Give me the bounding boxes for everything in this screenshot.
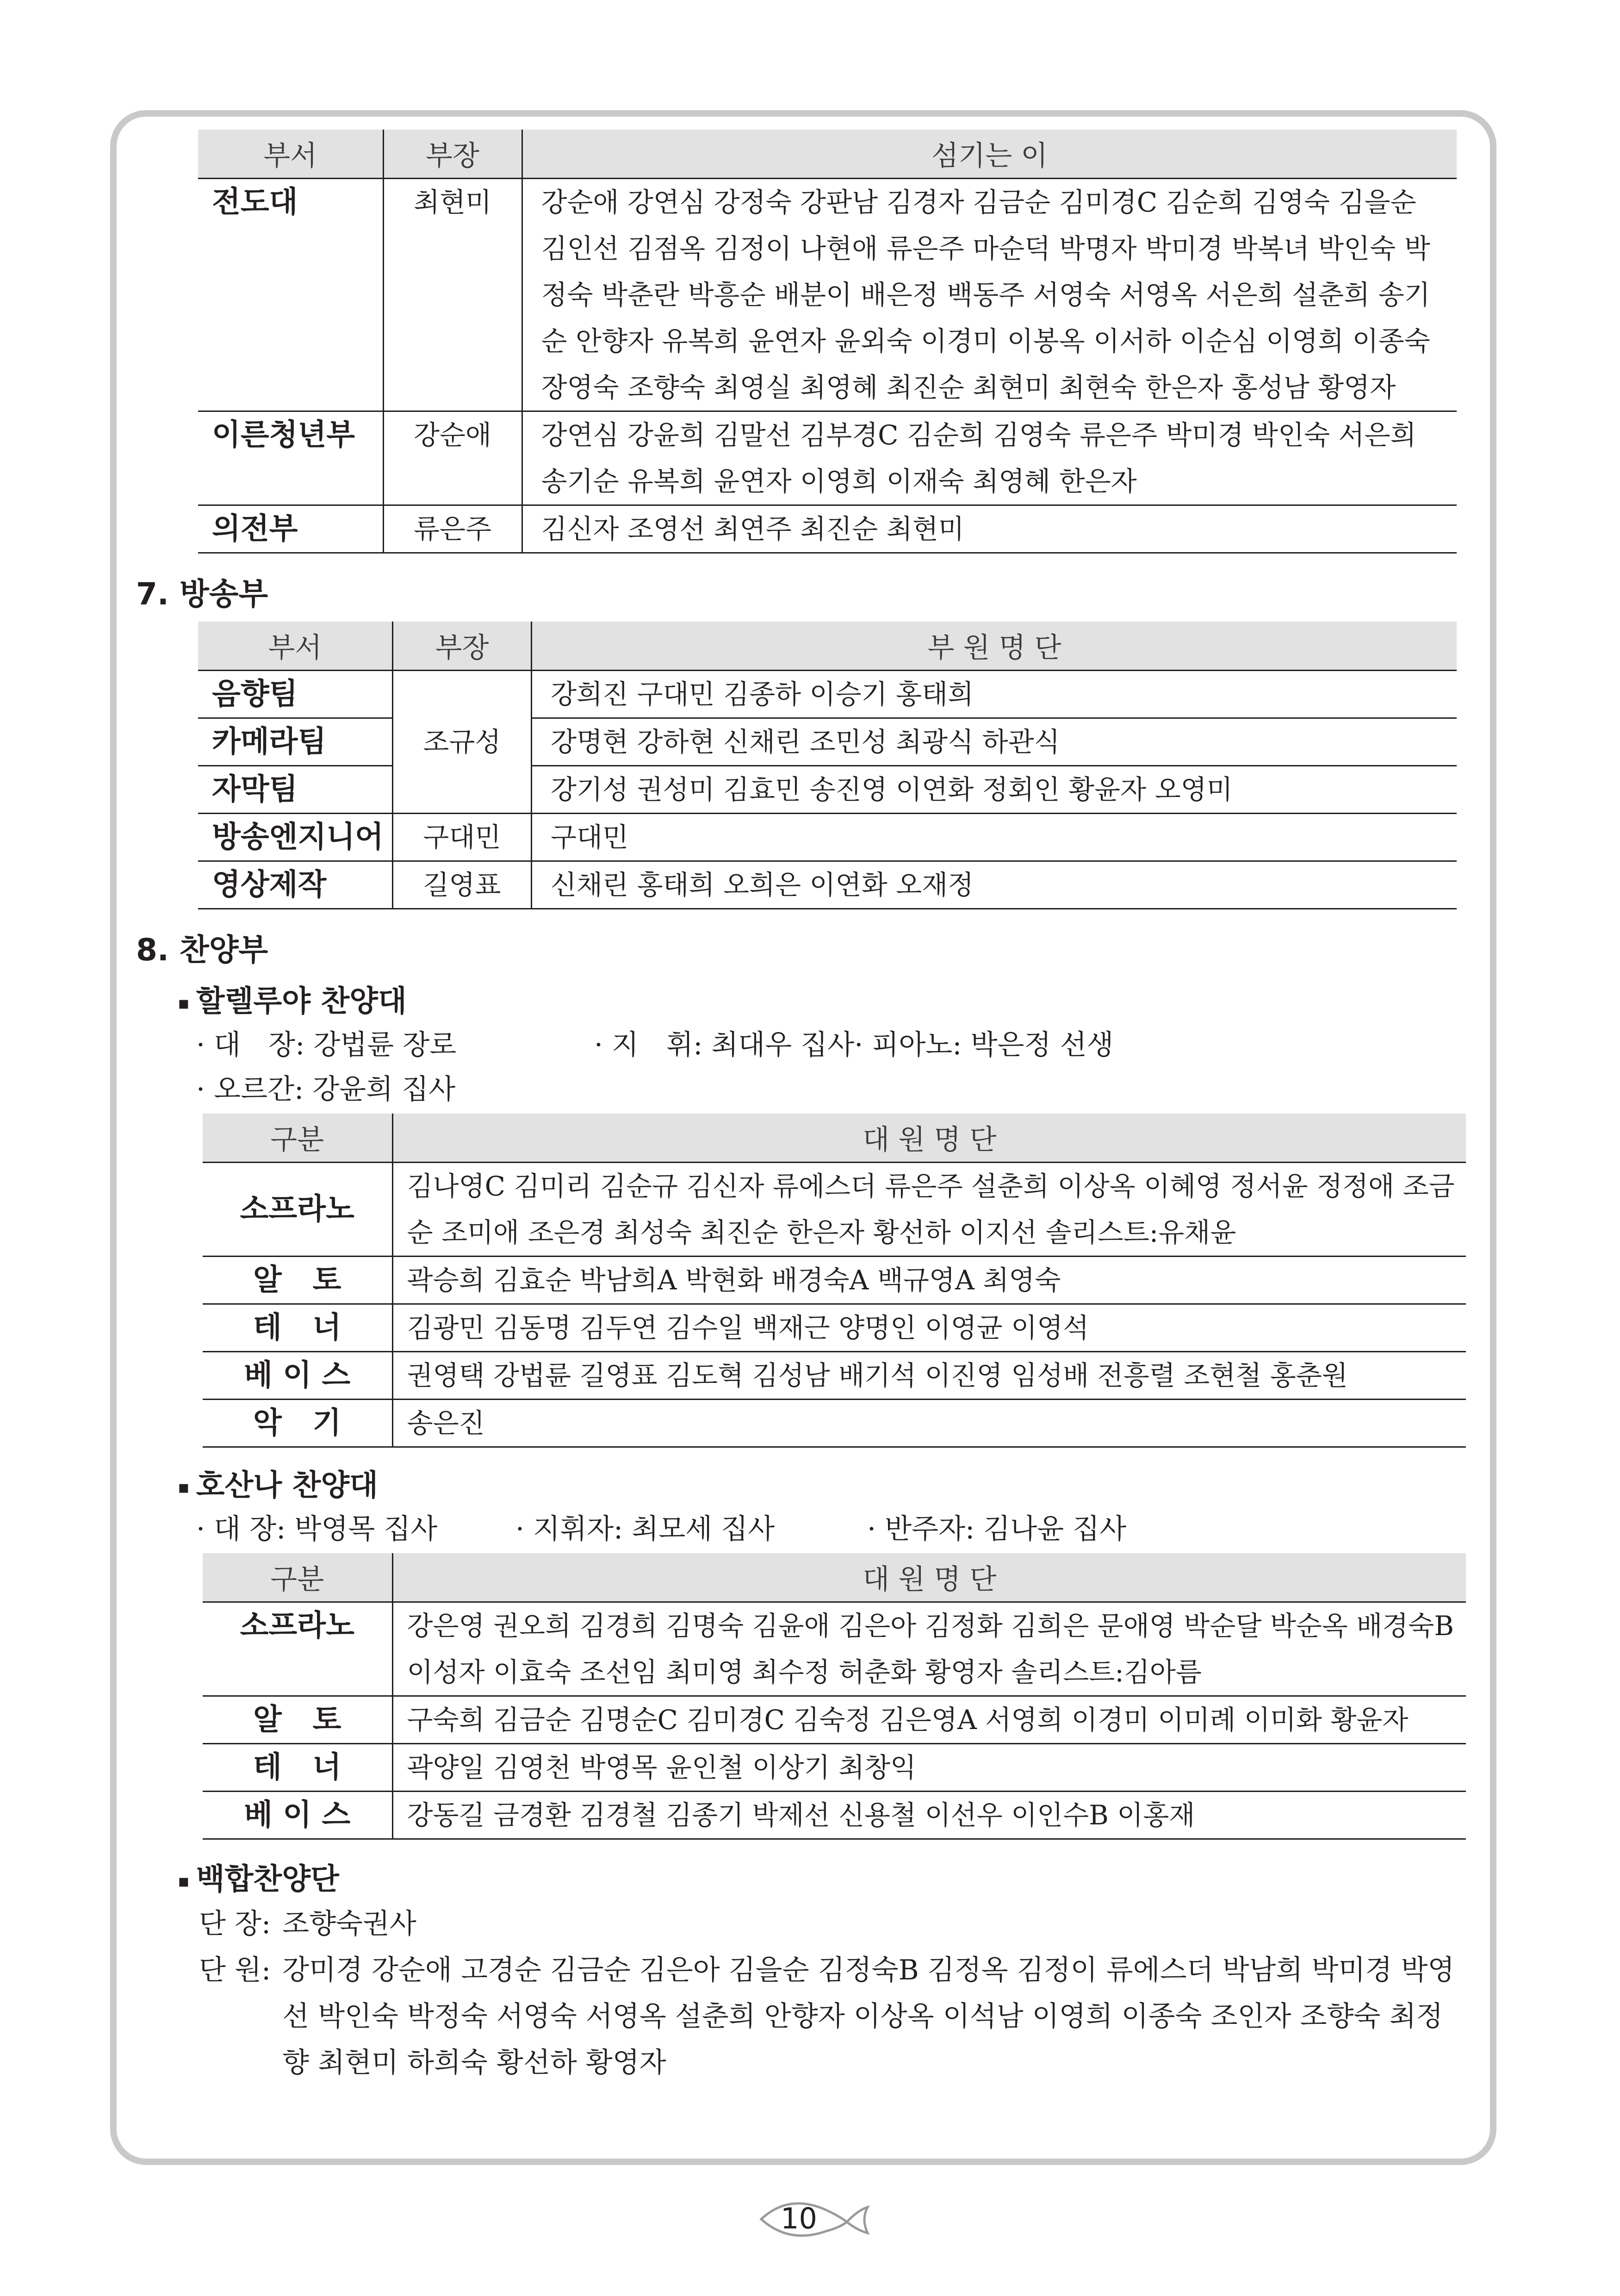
baekhap-choir-title: ▪ 백합찬양단 [178, 1862, 339, 1897]
team-members: 신채린 홍태희 오희은 이연화 오재정 [531, 861, 1457, 909]
header-members: 대 원 명 단 [392, 1114, 1466, 1163]
team-members: 강기성 권성미 김효민 송진영 이연화 정회인 황윤자 오영미 [531, 766, 1457, 814]
baekhap-members-line [199, 1947, 1490, 2086]
broadcast-table [198, 622, 1457, 909]
staff-organist: · 오르간: 강윤희 집사 [196, 1073, 456, 1106]
members-list: 강미경 강순애 고경순 김금순 김은아 김을순 김정숙B 김정옥 김정이 류에스더 박남희 박미경 박영선 박인숙 박정숙 서영숙 서영옥 설춘희 안향자 이상옥 이석남 이영희 이종숙 조인자 조향숙 최정향 최현미 하희숙 황선하 황영자 [282, 1954, 1455, 2079]
voice-part: 알 토 [203, 1257, 392, 1304]
part-members: 곽승희 김효순 박남희A 박현화 배경숙A 백규영A 최영숙 [392, 1257, 1466, 1304]
hallelujah-staff [196, 1023, 1490, 1112]
voice-part: 베 이 스 [203, 1352, 392, 1400]
staff-pianist: · 피아노: 박은정 선생 [854, 1029, 1114, 1061]
header-dept: 부서 [198, 130, 383, 179]
voice-part: 소프라노 [203, 1602, 392, 1696]
team-head: 구대민 [392, 814, 531, 861]
hosanna-table [203, 1553, 1466, 1840]
part-members: 김나영C 김미리 김순규 김신자 류에스더 류은주 설춘희 이상옥 이혜영 정서윤 정정애 조금순 조미애 조은경 최성숙 최진순 한은자 황선하 이지선 솔리스트:유채윤 [392, 1163, 1466, 1257]
part-members: 강은영 권오희 김경희 김명숙 김윤애 김은아 김정화 김희은 문애영 박순달 박순옥 배경숙B 이성자 이효숙 조선임 최미영 최수정 허춘화 황영자 솔리스트:김아름 [392, 1602, 1466, 1696]
part-members: 곽양일 김영천 박영목 윤인철 이상기 최창익 [392, 1744, 1466, 1792]
header-head: 부장 [392, 622, 531, 671]
dept-name: 이른청년부 [198, 411, 383, 505]
header-members: 섬기는 이 [522, 130, 1457, 179]
header-head: 부장 [383, 130, 522, 179]
team-name: 방송엔지니어 [198, 814, 392, 861]
leader-name: 조향숙권사 [282, 1908, 416, 1940]
dept-members: 강순애 강연심 강정숙 강판남 김경자 김금순 김미경C 김순희 김영숙 김을순 김인선 김점옥 김정이 나현애 류은주 마순덕 박명자 박미경 박복녀 박인숙 박정숙 박춘란 박흥순 배분이 배은정 백동주 서영숙 서영옥 서은희 설춘희 송기순 안향자 유복희 윤연자 윤외숙 이경미 이봉옥 이서하 이순심 이영희 이종숙 장영숙 조향숙 최영실 최영혜 최진순 최현미 최현숙 한은자 홍성남 황영자 [522, 179, 1457, 411]
dept-members: 김신자 조영선 최연주 최진순 최현미 [522, 505, 1457, 553]
part-members: 송은진 [392, 1400, 1466, 1447]
section-7-title: 7. 방송부 [136, 576, 268, 612]
leader-label: 단 장: [199, 1908, 271, 1940]
part-members: 권영택 강법륜 길영표 김도혁 김성남 배기석 이진영 임성배 전흥렬 조현철 홍춘원 [392, 1352, 1466, 1400]
voice-part: 테 너 [203, 1304, 392, 1352]
header-members: 대 원 명 단 [392, 1553, 1466, 1602]
staff-conductor: · 지휘자: 최모세 집사 [515, 1513, 775, 1545]
bullet-icon: ▪ [178, 1477, 190, 1498]
staff-leader: · 대 장: 박영목 집사 [196, 1513, 438, 1545]
baekhap-roster [199, 1901, 1490, 2086]
voice-part: 소프라노 [203, 1163, 392, 1257]
header-part: 구분 [203, 1114, 392, 1163]
bullet-icon: ▪ [178, 1871, 190, 1892]
dept-name: 전도대 [198, 179, 383, 411]
team-name: 카메라팀 [198, 718, 392, 766]
baekhap-leader-line [199, 1901, 1490, 1947]
dept-name: 의전부 [198, 505, 383, 553]
dept-head: 강순애 [383, 411, 522, 505]
header-members: 부 원 명 단 [531, 622, 1457, 671]
voice-part: 베 이 스 [203, 1792, 392, 1839]
team-head: 길영표 [392, 861, 531, 909]
hosanna-staff [196, 1507, 1490, 1551]
team-members: 구대민 [531, 814, 1457, 861]
team-members: 강희진 구대민 김종하 이승기 홍태희 [531, 671, 1457, 718]
staff-leader: · 대 장: 강법륜 장로 [196, 1029, 457, 1061]
bullet-icon: ▪ [178, 993, 190, 1014]
voice-part: 테 너 [203, 1744, 392, 1792]
team-head: 조규성 [392, 671, 531, 814]
members-label: 단 원: [199, 1954, 271, 1986]
part-members: 강동길 금경환 김경철 김종기 박제선 신용철 이선우 이인수B 이홍재 [392, 1792, 1466, 1839]
team-name: 음향팀 [198, 671, 392, 718]
section-8-title: 8. 찬양부 [136, 932, 268, 968]
staff-conductor: · 지 휘: 최대우 집사 [594, 1029, 855, 1061]
hallelujah-choir-title: ▪ 할렐루야 찬양대 [178, 984, 407, 1019]
part-members: 구숙희 김금순 김명순C 김미경C 김숙정 김은영A 서영희 이경미 이미례 이미화 황윤자 [392, 1696, 1466, 1744]
part-members: 김광민 김동명 김두연 김수일 백재근 양명인 이영균 이영석 [392, 1304, 1466, 1352]
page-number-badge [752, 2196, 872, 2242]
voice-part: 악 기 [203, 1400, 392, 1447]
dept-head: 류은주 [383, 505, 522, 553]
page-number: 10 [781, 2202, 817, 2235]
staff-accompanist: · 반주자: 김나윤 집사 [867, 1513, 1127, 1545]
header-part: 구분 [203, 1553, 392, 1602]
header-dept: 부서 [198, 622, 392, 671]
voice-part: 알 토 [203, 1696, 392, 1744]
dept-head: 최현미 [383, 179, 522, 411]
team-name: 자막팀 [198, 766, 392, 814]
team-members: 강명현 강하현 신채린 조민성 최광식 하관식 [531, 718, 1457, 766]
hosanna-choir-title: ▪ 호산나 찬양대 [178, 1468, 378, 1503]
hallelujah-table [203, 1114, 1466, 1448]
team-name: 영상제작 [198, 861, 392, 909]
page-content [130, 130, 1490, 2086]
dept-members: 강연심 강윤희 김말선 김부경C 김순희 김영숙 류은주 박미경 박인숙 서은희 송기순 유복희 윤연자 이영희 이재숙 최영혜 한은자 [522, 411, 1457, 505]
ministry-table [198, 130, 1457, 554]
